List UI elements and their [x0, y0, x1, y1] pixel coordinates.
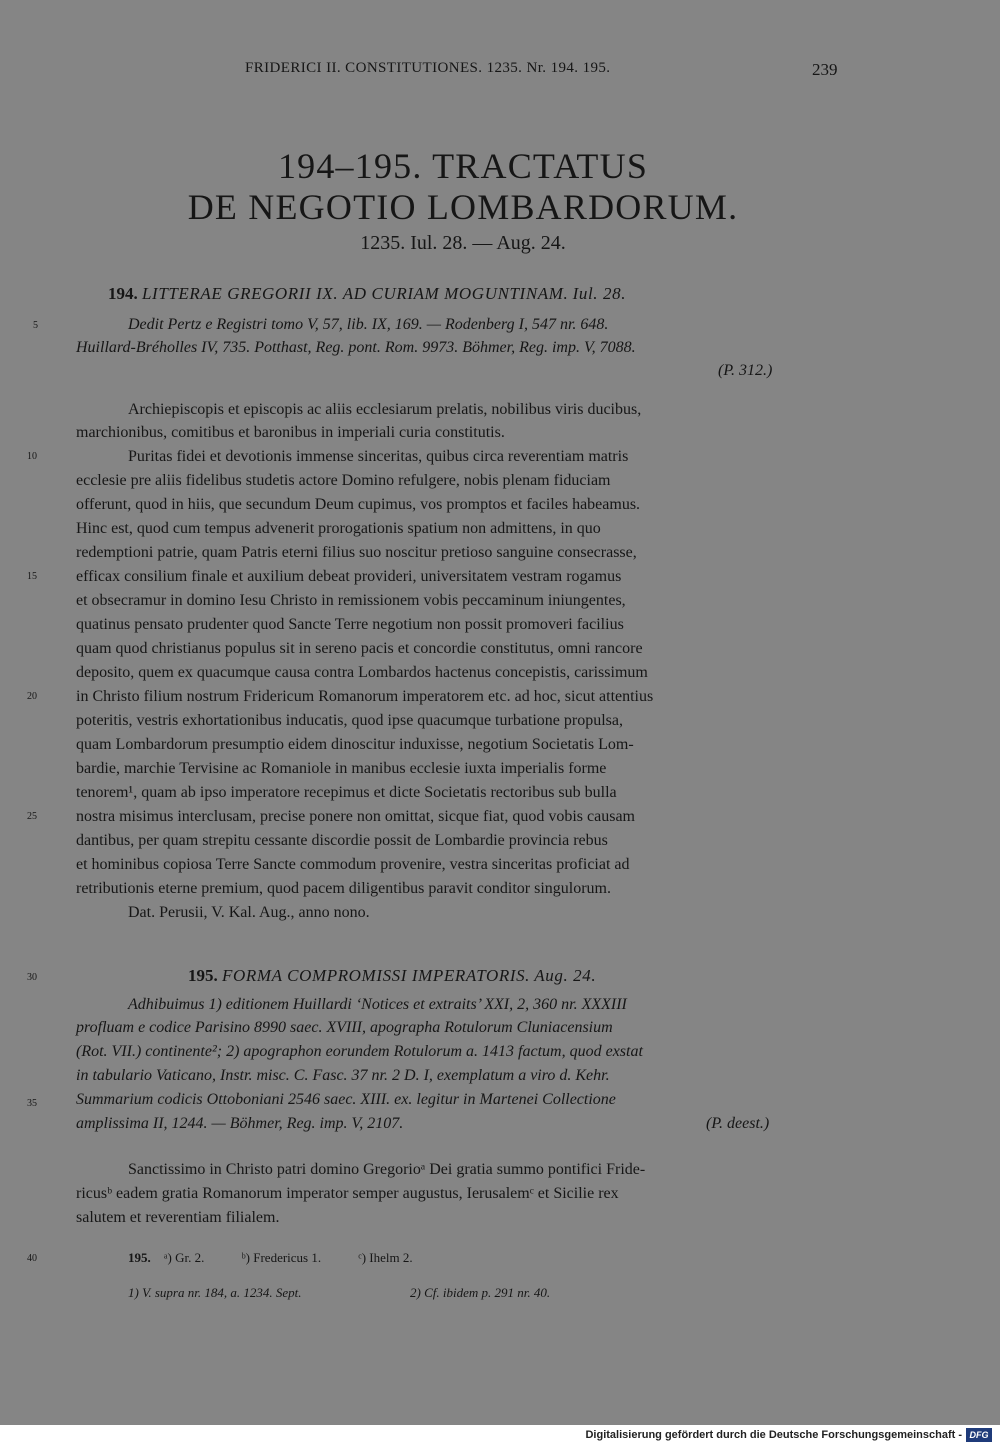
doc-195-source-2: profluam e codice Parisino 8990 saec. XVIII, apographa Rotulorum Cluniacensium [76, 1019, 613, 1036]
line-number: 40 [27, 1253, 37, 1264]
doc-194-line: quam quod christianus populus sit in sereno pacis et concordie constitutus, omni rancore [76, 640, 643, 657]
doc-194-line: redemptioni patrie, quam Patris eterni filius suo noscitur pretioso sanguine consecrasse, [76, 544, 637, 561]
main-title-line-2: DE NEGOTIO LOMBARDORUM. [187, 187, 739, 227]
doc-194-line: tenorem¹, quam ab ipso imperatore recepimus et dicte Societatis rectoribus sub bulla [76, 784, 617, 801]
doc-194-date: Iul. 28. [572, 284, 627, 303]
doc-194-heading [108, 284, 626, 304]
doc-194-line: retributionis eterne premium, quod pacem diligentibus paravit conditor singulorum. [76, 880, 611, 897]
doc-194-line: ecclesie pre aliis fidelibus studetis actore Domino refulgere, nobis plenam fiduciam [76, 472, 611, 489]
doc-194-line: et hominibus copiosa Terre Sancte commodum provenire, vestra sinceritas proficiat ad [76, 856, 630, 873]
doc-195-date: Aug. 24. [534, 966, 597, 985]
title-dates: 1235. Iul. 28. — Aug. 24. [360, 232, 566, 254]
doc-194-line: Hinc est, quod cum tempus advenerit prorogationis spatium non admittens, in quo [76, 520, 601, 537]
doc-194-line: quatinus pensato prudenter quod Sancte Terre negotium non possit promoveri facilius [76, 616, 624, 633]
doc-195-line: salutem et reverentiam filialem. [76, 1209, 280, 1226]
doc-195-number: 195. [188, 966, 218, 985]
doc-194-source-2: Huillard-Bréholles IV, 735. Potthast, Reg. pont. Rom. 9973. Böhmer, Reg. imp. V, 7088. [76, 339, 636, 356]
variant-footnotes [128, 1250, 413, 1266]
doc-194-line: Puritas fidei et devotionis immense sinceritas, quibus circa reverentiam matris [128, 448, 629, 465]
doc-194-line: poteritis, vestris exhortationibus inducatis, quod ipse quacumque turbatione propulsa, [76, 712, 624, 729]
doc-194-line: deposito, quem ex quacumque causa contra Lombardos hactenus concepistis, carissimum [76, 664, 648, 681]
doc-195-line: ricusᵇ eadem gratia Romanorum imperator semper augustus, Ierusalemᶜ et Sicilie rex [76, 1185, 619, 1202]
doc-195-line: Sanctissimo in Christo patri domino Gregorioᵃ Dei gratia summo pontifici Fride- [128, 1161, 646, 1178]
footnote-1: 1) V. supra nr. 184, a. 1234. Sept. [128, 1285, 302, 1300]
line-number: 10 [27, 451, 37, 462]
funding-notice: Digitalisierung gefördert durch die Deutsche Forschungsgemeinschaft - [585, 1429, 962, 1441]
line-number: 15 [27, 571, 37, 582]
doc-195-source-1: Adhibuimus 1) editionem Huillardi ‘Notices et extraits’ XXI, 2, 360 nr. XXXIII [128, 996, 627, 1013]
line-number: 30 [27, 972, 37, 983]
doc-194-number: 194. [108, 284, 138, 303]
doc-194-line: efficax consilium finale et auxilium debeat provideri, universitatem vestram rogamus [76, 568, 622, 585]
doc-194-source-3: (P. 312.) [718, 362, 773, 379]
doc-194-line: offerunt, quod in hiis, que secundum Deum cupimus, vos promptos et faciles habeamus. [76, 496, 641, 513]
variant-footnote-b: ᵇ) Fredericus 1. [241, 1250, 322, 1265]
variant-footnote-c: ᶜ) Ihelm 2. [358, 1250, 413, 1265]
doc-194-line: dantibus, per quam strepitu cessante discordie possit de Lombardie provincia rebus [76, 832, 608, 849]
main-title-line-1: 194–195. TRACTATUS [277, 146, 649, 186]
doc-195-source-6: amplissima II, 1244. — Böhmer, Reg. imp. V, 2107. [76, 1115, 404, 1132]
doc-194-line: Archiepiscopis et episcopis ac aliis ecclesiarum prelatis, nobilibus viris ducibus, [128, 401, 642, 418]
doc-195-title: FORMA COMPROMISSI IMPERATORIS. [222, 966, 531, 985]
page-number: 239 [812, 60, 838, 79]
dfg-logo-icon: DFG [966, 1428, 992, 1442]
doc-194-line: in Christo filium nostrum Fridericum Romanorum imperatorem etc. ad hoc, sicut attentius [76, 688, 654, 705]
running-head: FRIDERICI II. CONSTITUTIONES. 1235. Nr. 194. 195. [245, 60, 611, 76]
line-number: 20 [27, 691, 37, 702]
doc-194-source-1: Dedit Pertz e Registri tomo V, 57, lib. IX, 169. — Rodenberg I, 547 nr. 648. [128, 316, 609, 333]
doc-194-title: LITTERAE GREGORII IX. AD CURIAM MOGUNTINAM. [142, 284, 569, 303]
doc-195-heading [188, 966, 596, 986]
footer-bar [0, 1425, 1000, 1446]
doc-194-line: bardie, marchie Tervisine ac Romaniole in manibus ecclesie iuxta imperialis forme [76, 760, 607, 777]
doc-194-line: marchionibus, comitibus et baronibus in imperiali curia constitutis. [76, 424, 505, 441]
doc-194-line: et obsecramur in domino Iesu Christo in remissionem vobis peccaminum iniungentes, [76, 592, 626, 609]
doc-195-source-3: (Rot. VII.) continente²; 2) apographon eorundem Rotulorum a. 1413 factum, quod exstat [76, 1043, 643, 1060]
variant-footnotes-label: 195. [128, 1250, 151, 1265]
doc-195-source-4: in tabulario Vaticano, Instr. misc. C. Fasc. 37 nr. 2 D. I, exemplatum a viro d. Kehr. [76, 1067, 610, 1084]
line-number: 5 [33, 320, 38, 331]
doc-195-source-7: (P. deest.) [706, 1115, 770, 1132]
doc-195-source-5: Summarium codicis Ottoboniani 2546 saec. XIII. ex. legitur in Martenei Collectione [76, 1091, 616, 1108]
variant-footnote-a: ᵃ) Gr. 2. [164, 1250, 205, 1265]
line-number: 35 [27, 1098, 37, 1109]
doc-194-line: quam Lombardorum presumptio eidem dinoscitur induxisse, negotium Societatis Lom- [76, 736, 634, 753]
doc-194-line: nostra misimus interclusam, precise ponere non omittat, sicque fiat, quod vobis causam [76, 808, 635, 825]
footnote-2: 2) Cf. ibidem p. 291 nr. 40. [410, 1285, 551, 1300]
doc-194-dating: Dat. Perusii, V. Kal. Aug., anno nono. [128, 904, 370, 921]
line-number: 25 [27, 811, 37, 822]
